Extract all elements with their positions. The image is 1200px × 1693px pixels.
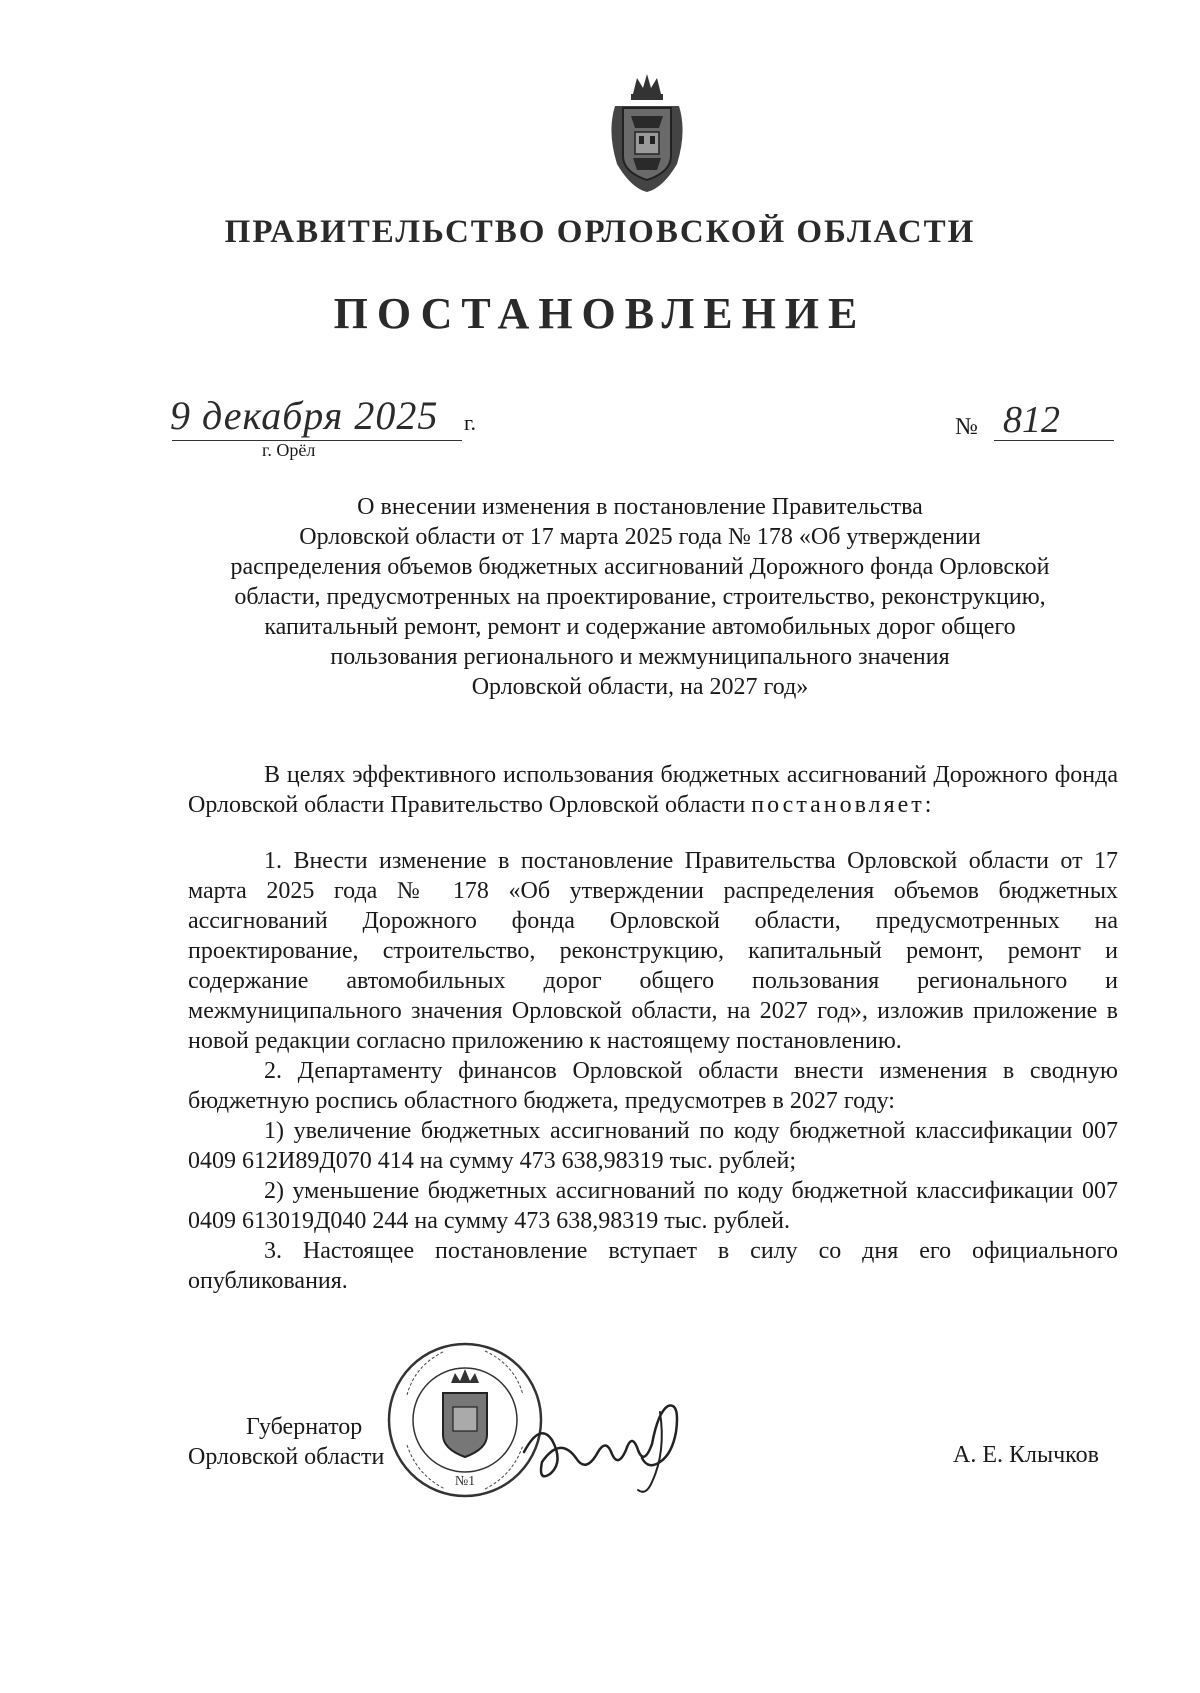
date-underline <box>172 440 462 441</box>
coat-of-arms-icon <box>603 72 691 194</box>
subject-line: О внесении изменения в постановление Правительства <box>357 494 923 520</box>
paragraph-item-1: 1. Внести изменение в постановление Правительства Орловской области от 17 марта 2025 года № 178 «Об утверждении распределения объемов бюджетных ассигнований Дорожного фонда Орловской области, предусмотренных на проектирование, строительство, реконструкцию, капитальный ремонт, ремонт и содержание автомобильных дорог общего пользования регионального и межмуниципального значения Орловской области, на 2027 год», изложив приложение в новой редакции согласно приложению к настоящему постановлению. <box>188 848 1118 1054</box>
svg-text:№1: №1 <box>454 1474 476 1489</box>
paragraph-item-2: 2. Департаменту финансов Орловской области внести изменения в сводную бюджетную роспись областного бюджета, предусмотрев в 2027 году: <box>188 1058 1118 1114</box>
paragraph-subitem-2: 2) уменьшение бюджетных ассигнований по коду бюджетной классификации 007 0409 613019Д040 244 на сумму 473 638,98319 тыс. рублей. <box>188 1178 1118 1234</box>
paragraph-subitem-1: 1) увеличение бюджетных ассигнований по коду бюджетной классификации 007 0409 612И89Д070 414 на сумму 473 638,98319 тыс. рублей; <box>188 1118 1118 1174</box>
preamble-paragraph <box>188 760 1118 820</box>
city-label: г. Орёл <box>262 440 316 460</box>
document-subject <box>200 492 1080 702</box>
subject-line: распределения объемов бюджетных ассигнований Дорожного фонда Орловской <box>230 554 1050 580</box>
subject-line: области, предусмотренных на проектирование, строительство, реконструкцию, <box>234 584 1046 610</box>
subject-line: Орловской области от 17 марта 2025 года № 178 «Об утверждении <box>299 524 981 550</box>
document-body <box>188 760 1118 1296</box>
subject-line: капитальный ремонт, ремонт и содержание автомобильных дорог общего <box>264 614 1016 640</box>
preamble-text: В целях эффективного использования бюджетных ассигнований Дорожного фонда Орловской области Правительство Орловской области <box>188 762 1118 818</box>
paragraph-gap <box>188 820 1118 846</box>
number-underline <box>994 440 1114 441</box>
document-type-title: ПОСТАНОВЛЕНИЕ <box>333 289 867 338</box>
preamble-spaced-word: постановляет: <box>751 792 935 818</box>
date-suffix: г. <box>464 410 477 435</box>
signatory-position-line: Губернатор <box>246 1414 363 1440</box>
signatory-position <box>188 1412 384 1472</box>
handwritten-signature <box>520 1392 690 1502</box>
signatory-name: А. Е. Клычков <box>953 1442 1099 1468</box>
organization-title: ПРАВИТЕЛЬСТВО ОРЛОВСКОЙ ОБЛАСТИ <box>224 214 976 250</box>
paragraph-item-3: 3. Настоящее постановление вступает в силу со дня его официального опубликования. <box>188 1238 1118 1294</box>
handwritten-date: 9 декабря 2025 <box>170 393 439 438</box>
number-sign: № <box>955 414 978 440</box>
subject-line: Орловской области, на 2027 год» <box>471 674 809 700</box>
subject-line: пользования регионального и межмуниципального значения <box>330 644 950 670</box>
signatory-position-line: Орловской области <box>188 1444 385 1470</box>
handwritten-number: 812 <box>1003 399 1060 441</box>
